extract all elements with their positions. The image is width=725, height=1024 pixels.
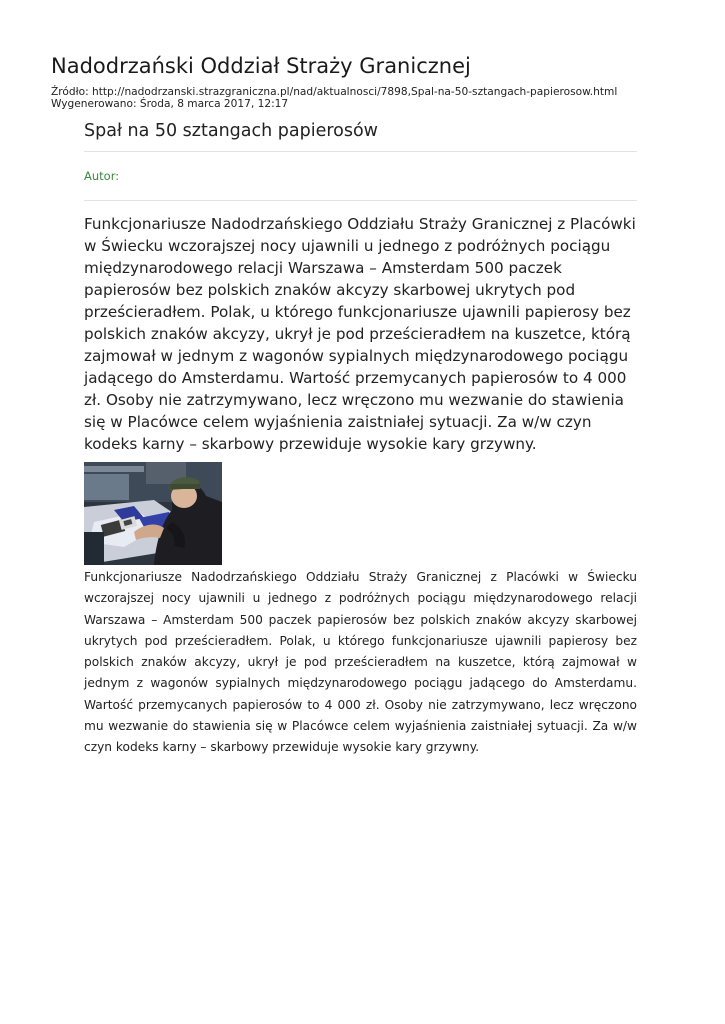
divider xyxy=(84,200,637,201)
article-title: Spał na 50 sztangach papierosów xyxy=(84,121,378,141)
author-label: Autor: xyxy=(84,169,120,183)
article-photo xyxy=(84,462,222,565)
document-meta xyxy=(51,86,617,110)
article-body: Funkcjonariusze Nadodrzańskiego Oddziału Straży Granicznej z Placówki w Świecku wczorajszej nocy ujawnili u jednego z podróżnych pociągu międzynarodowego relacji Warszawa – Amsterdam 500 paczek papierosów bez polskich znaków akcyzy skarbowej ukrytych pod prześcieradłem. Polak, u którego funkcjonariusze ujawnili papierosy bez polskich znaków akcyzy, ukrył je pod prześcieradłem na kuszetce, którą zajmował w jednym z wagonów sypialnych międzynarodowego pociągu jadącego do Amsterdamu. Wartość przemycanych papierosów to 4 000 zł. Osoby nie zatrzymywano, lecz wręczono mu wezwanie do stawienia się w Placówce celem wyjaśnienia zaistniałej sytuacji. Za w/w czyn kodeks karny – skarbowy przewiduje wysokie kary grzywny. xyxy=(84,570,637,755)
divider xyxy=(84,151,637,152)
article-lead: Funkcjonariusze Nadodrzańskiego Oddziału Straży Granicznej z Placówki w Świecku wczorajszej nocy ujawnili u jednego z podróżnych pociągu międzynarodowego relacji Warszawa – Amsterdam 500 paczek papierosów bez polskich znaków akcyzy skarbowej ukrytych pod prześcieradłem. Polak, u którego funkcjonariusze ujawnili papierosy bez polskich znaków akcyzy, ukrył je pod prześcieradłem na kuszetce, którą zajmował w jednym z wagonów sypialnych międzynarodowego pociągu jadącego do Amsterdamu. Wartość przemycanych papierosów to 4 000 zł. Osoby nie zatrzymywano, lecz wręczono mu wezwanie do stawienia się w Placówce celem wyjaśnienia zaistniałej sytuacji. Za w/w czyn kodeks karny – skarbowy przewiduje wysokie kary grzywny. xyxy=(84,215,636,453)
source-url: Źródło: http://nadodrzanski.strazgraniczna.pl/nad/aktualnosci/7898,Spal-na-50-sztangach-papierosow.html xyxy=(51,86,618,98)
article xyxy=(84,118,637,771)
generated-date: Wygenerowano: Środa, 8 marca 2017, 12:17 xyxy=(51,98,289,110)
site-title: Nadodrzański Oddział Straży Granicznej xyxy=(51,54,471,78)
